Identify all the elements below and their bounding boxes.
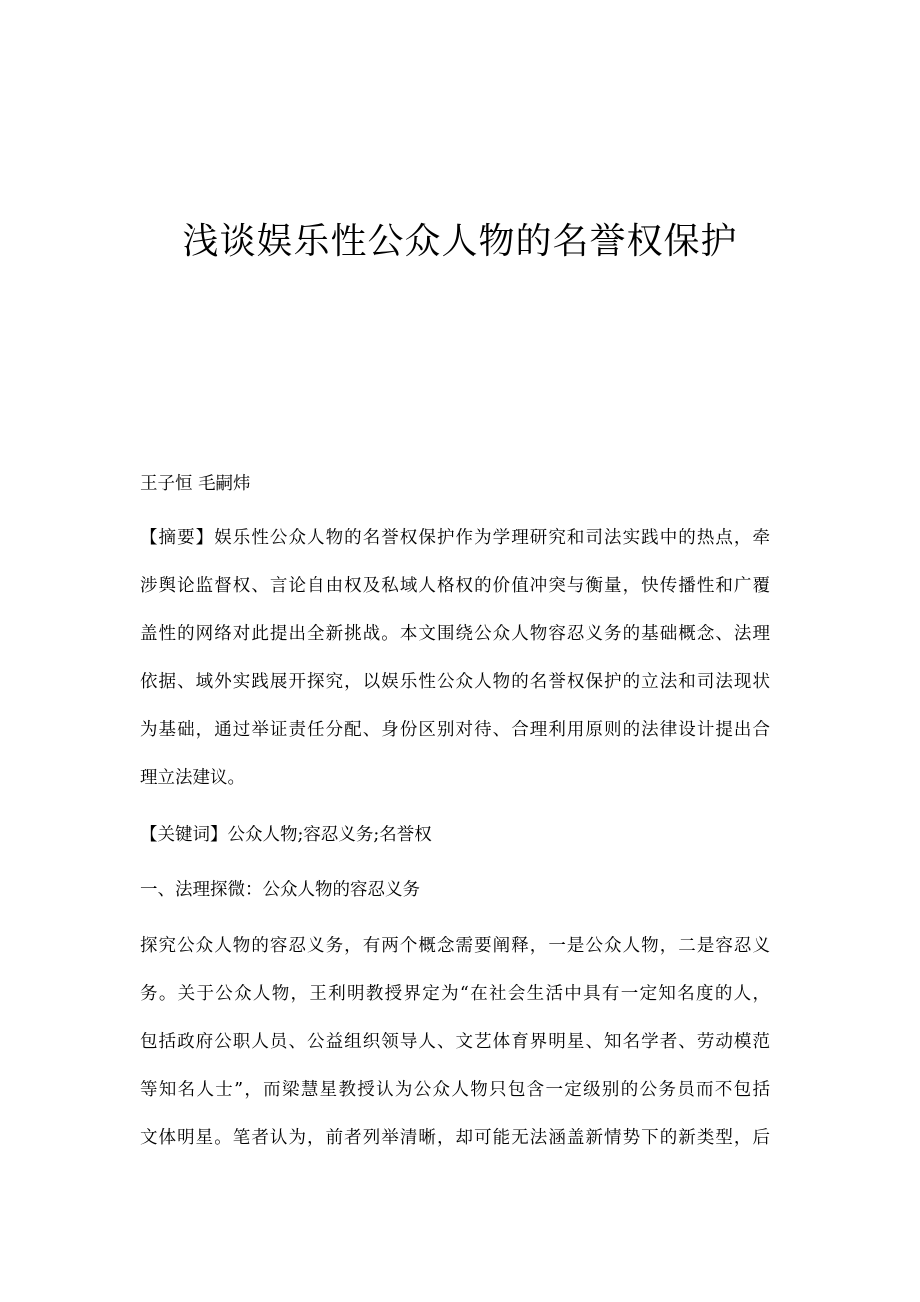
body-line: 探究公众人物的容忍义务，有两个概念需要阐释，一是公众人物，二是容忍义 (140, 936, 770, 956)
abstract-line: 理立法建议。 (140, 768, 245, 788)
authors: 王子恒 毛嗣炜 (140, 474, 251, 494)
abstract-line: 为基础，通过举证责任分配、身份区别对待、合理利用原则的法律设计提出合 (140, 720, 770, 740)
section-heading: 一、法理探微：公众人物的容忍义务 (140, 880, 420, 900)
abstract-line: 盖性的网络对此提出全新挑战。本文围绕公众人物容忍义务的基础概念、法理 (140, 624, 770, 644)
abstract (140, 514, 770, 802)
body-line: 等知名人士”，而梁慧星教授认为公众人物只包含一定级别的公务员而不包括 (140, 1080, 770, 1100)
abstract-line: 【摘要】娱乐性公众人物的名誉权保护作为学理研究和司法实践中的热点，牵 (140, 528, 770, 548)
document-title: 浅谈娱乐性公众人物的名誉权保护 (182, 221, 738, 262)
keywords: 【关键词】公众人物;容忍义务;名誉权 (140, 825, 432, 845)
body-line: 包括政府公职人员、公益组织领导人、文艺体育界明星、知名学者、劳动模范 (140, 1032, 770, 1052)
body-paragraph (140, 922, 770, 1162)
body-line: 文体明星。笔者认为，前者列举清晰，却可能无法涵盖新情势下的新类型，后 (140, 1128, 770, 1148)
abstract-line: 依据、域外实践展开探究，以娱乐性公众人物的名誉权保护的立法和司法现状 (140, 672, 770, 692)
body-line: 务。关于公众人物，王利明教授界定为“在社会生活中具有一定知名度的人， (140, 984, 770, 1004)
abstract-line: 涉舆论监督权、言论自由权及私域人格权的价值冲突与衡量，快传播性和广覆 (140, 576, 770, 596)
